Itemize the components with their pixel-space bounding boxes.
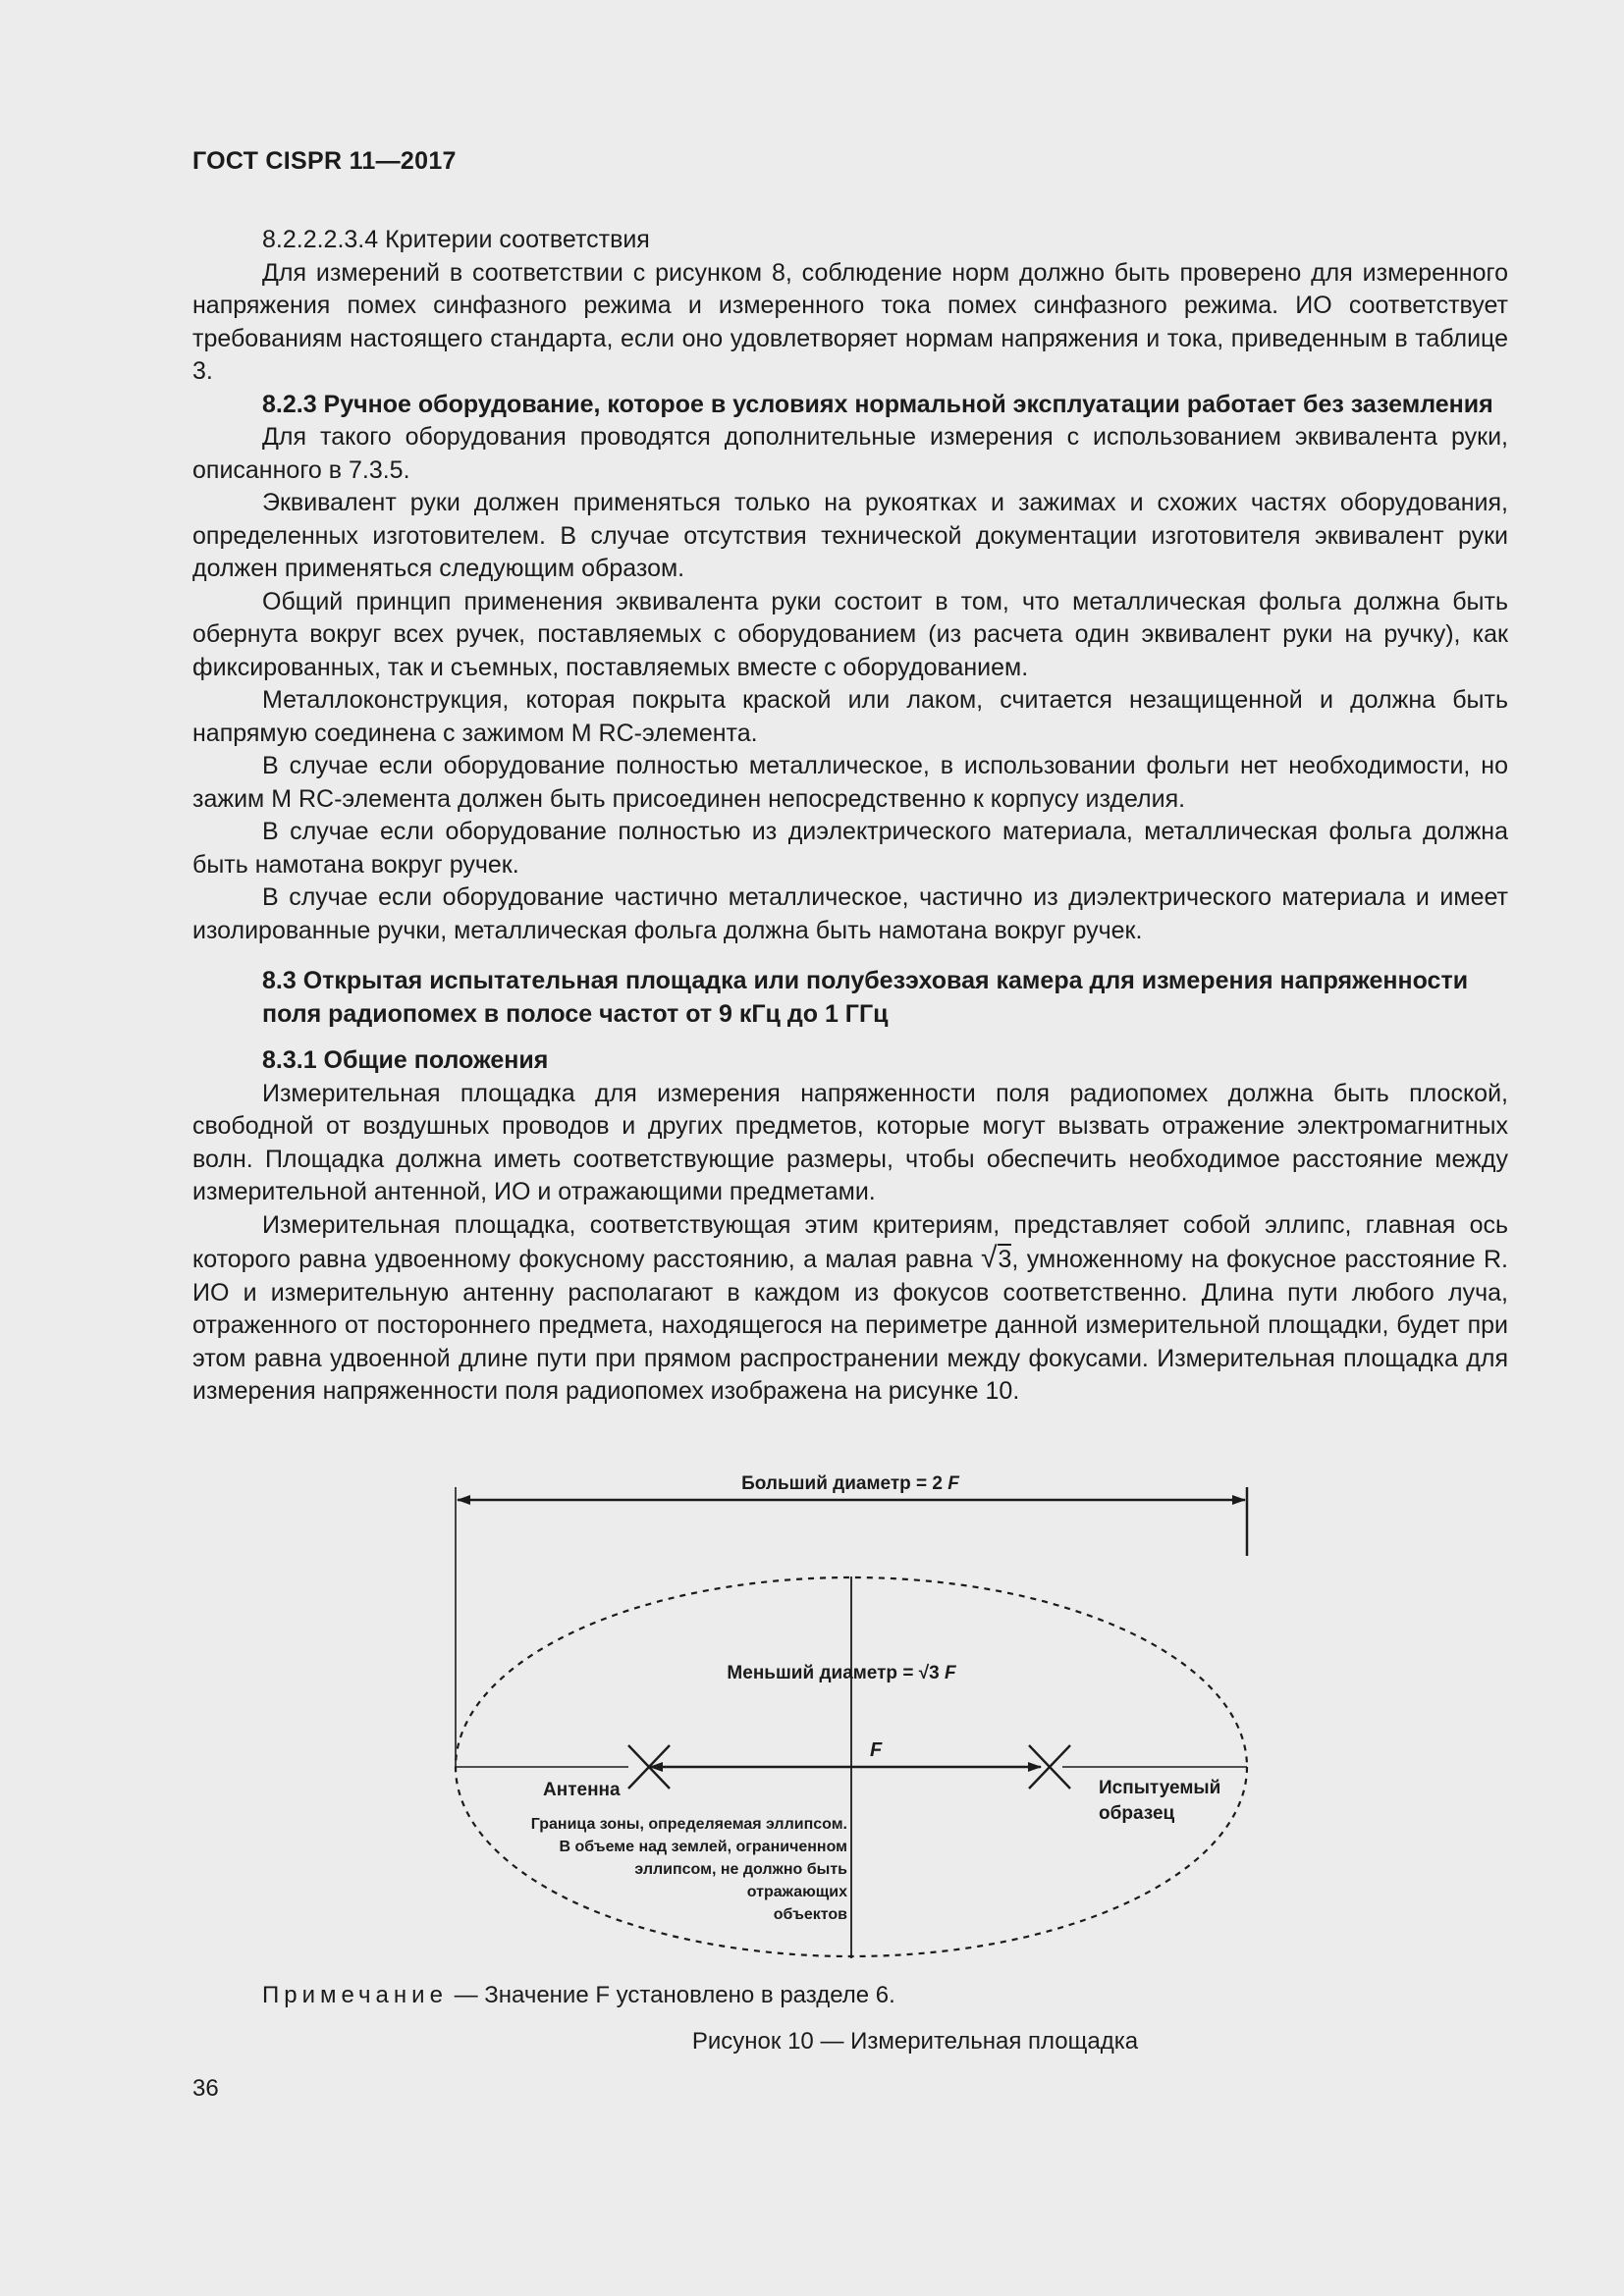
paragraph: Металлоконструкция, которая покрыта краской или лаком, считается незащищенной и должна быть напрямую соединена с зажимом М RC-элемента. bbox=[192, 686, 1508, 747]
note-label: Примечание bbox=[262, 1982, 448, 2008]
antenna-focus-cross bbox=[628, 1745, 670, 1789]
major-diameter-variable: F bbox=[947, 1473, 959, 1494]
eut-label-line-1: Испытуемый bbox=[1099, 1778, 1221, 1798]
minor-diameter-variable: F bbox=[944, 1663, 956, 1683]
boundary-note-line-4: отражающих bbox=[746, 1884, 847, 1900]
note-text: — Значение F установлено в разделе 6. bbox=[447, 1982, 895, 2008]
paragraph-part: Измерительная площадка, соответствующая этим критериям, представляет собой эллипс, главная ось которого равна удвоенному фокусному расстоянию, а малая равна bbox=[192, 1210, 1508, 1273]
page-number: 36 bbox=[192, 2075, 219, 2102]
paragraph-ellipse bbox=[192, 1209, 1508, 1409]
focal-distance-label: F bbox=[870, 1739, 883, 1761]
sqrt-value: 3 bbox=[998, 1246, 1012, 1273]
boundary-note-line-3: эллипсом, не должно быть bbox=[634, 1861, 847, 1878]
section-8-2-2-2-3-4-title: 8.2.2.2.3.4 Критерии соответствия bbox=[262, 226, 650, 253]
antenna-label: Антенна bbox=[543, 1780, 621, 1800]
figure-note bbox=[262, 1982, 895, 2009]
eut-label-line-2: образец bbox=[1099, 1803, 1175, 1824]
paragraph: В случае если оборудование полностью из диэлектрического материала, металлическая фольга должна быть намотана вокруг ручек. bbox=[192, 818, 1508, 879]
body-text bbox=[192, 224, 1508, 1409]
section-8-3-title: 8.3 Открытая испытательная площадка или полубезэховая камера для измерения напряженности поля радиопомех в полосе частот от 9 кГц до 1 ГГц bbox=[262, 967, 1469, 1028]
major-diameter-text: Больший диаметр = 2 bbox=[741, 1473, 948, 1494]
sqrt-expression bbox=[981, 1242, 1012, 1274]
paragraph: Измерительная площадка для измерения напряженности поля радиопомех должна быть плоской, свободной от воздушных проводов и других предметов, которые могут вызвать отражение электромагнитных волн. Площадка должна иметь соответствующие размеры, чтобы обеспечить необходимое расстояние между измерительной антенной, ИО и отражающими предметами. bbox=[192, 1079, 1508, 1205]
paragraph: В случае если оборудование частично металлическое, частично из диэлектрического материала и имеет изолированные ручки, металлическая фольга должна быть намотана вокруг ручек. bbox=[192, 883, 1508, 944]
minor-diameter-label bbox=[727, 1663, 957, 1683]
eut-focus-cross bbox=[1029, 1745, 1070, 1789]
section-8-2-3-title: 8.2.3 Ручное оборудование, которое в условиях нормальной эксплуатации работает без заземления bbox=[262, 390, 1493, 418]
paragraph: Эквивалент руки должен применяться только на рукоятках и зажимах и схожих частях оборудования, определенных изготовителем. В случае отсутствия технической документации изготовителя эквивалент руки должен применяться следующим образом. bbox=[192, 489, 1508, 582]
boundary-note-line-1: Граница зоны, определяемая эллипсом. bbox=[530, 1816, 847, 1833]
boundary-note-line-5: объектов bbox=[773, 1906, 847, 1923]
major-diameter-label bbox=[741, 1473, 960, 1494]
paragraph: В случае если оборудование полностью металлическое, в использовании фольги нет необходимости, но зажим М RC-элемента должен быть присоединен непосредственно к корпусу изделия. bbox=[192, 752, 1508, 813]
paragraph-part: , умноженному на фокусное расстояние R. ИО и измерительную антенну располагают в каждом из фокусов соответственно. Длина пути любого луча, отраженного от постороннего предмета, находящегося на периметре данной измерительной площадки, будет при этом равна удвоенной длине пути при прямом распространении между фокусами. Измерительная площадка для измерения напряженности поля радиопомех изображена на рисунке 10. bbox=[192, 1246, 1508, 1405]
figure-caption: Рисунок 10 — Измерительная площадка bbox=[691, 2028, 1139, 2055]
measurement-site-ellipse bbox=[456, 1577, 1247, 1956]
minor-diameter-text: Меньший диаметр = √3 bbox=[727, 1663, 945, 1683]
paragraph: Для измерений в соответствии с рисунком 8, соблюдение норм должно быть проверено для измеренного напряжения помех синфазного режима и измеренного тока помех синфазного режима. ИО соответствует требованиям настоящего стандарта, если оно удовлетворяет нормам напряжения и тока, приведенным в таблице 3. bbox=[192, 258, 1508, 385]
section-8-3-1-title: 8.3.1 Общие положения bbox=[262, 1046, 549, 1074]
paragraph: Для такого оборудования проводятся дополнительные измерения с использованием эквивалента руки, описанного в 7.3.5. bbox=[192, 423, 1508, 484]
boundary-note-line-2: В объеме над землей, ограниченном bbox=[559, 1839, 847, 1855]
sqrt-symbol: √ bbox=[981, 1242, 998, 1274]
paragraph: Общий принцип применения эквивалента руки состоит в том, что металлическая фольга должна быть обернута вокруг всех ручек, поставляемых с оборудованием (из расчета один эквивалент руки на ручку), как фиксированных, так и съемных, поставляемых вместе с оборудованием. bbox=[192, 587, 1508, 681]
document-header: ГОСТ CISPR 11—2017 bbox=[192, 147, 457, 175]
